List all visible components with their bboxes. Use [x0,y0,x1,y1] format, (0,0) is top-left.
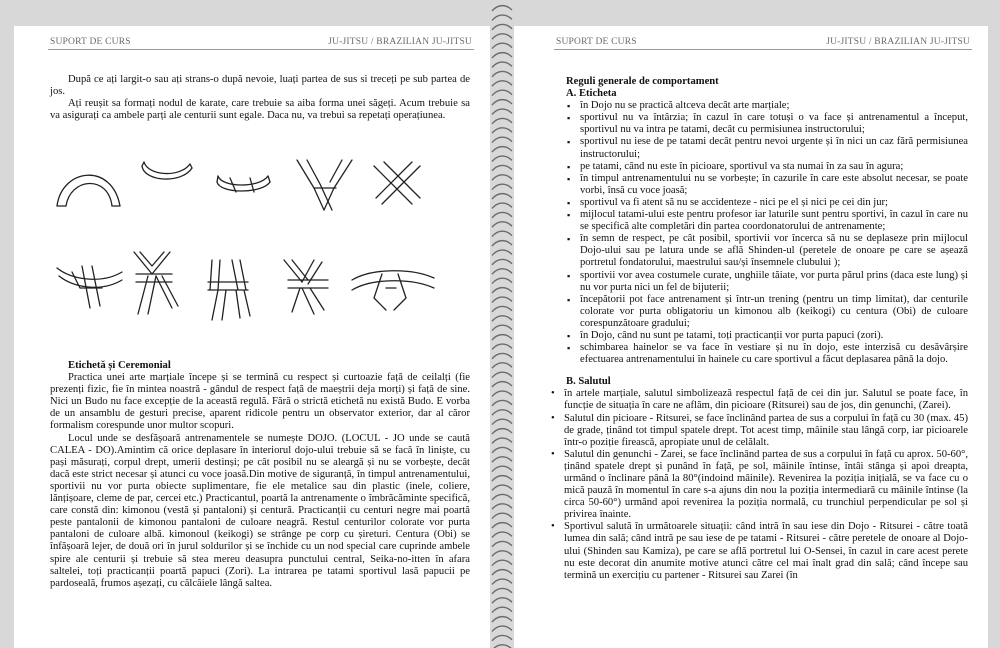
spiral-coil [492,306,512,311]
belt-step-5 [374,162,420,204]
list-item: ▪ în Dojo nu se practică altceva decât arte marțiale; [566,100,968,112]
spiral-coil [492,382,512,387]
spiral-coil [492,494,512,499]
rules-section [566,74,968,582]
spiral-coil [492,532,512,537]
spiral-coil [492,278,512,283]
belt-step-9 [284,260,328,314]
spiral-coil [492,147,512,152]
spiral-coil [492,175,512,180]
right-page [514,26,988,648]
list-item: • în artele marțiale, salutul simbolizează respectul față de cei din jur. Salutul se poate face, în funcție de situația în care ne aflăm, din picioare (Ritsurei) sau de jos, din genunchi, (Zarei). [550,388,968,412]
spiral-coil [492,128,512,133]
spiral-coil [492,457,512,462]
spiral-coil [492,165,512,170]
section-b-title: B. Salutul [566,376,611,388]
left-header-divider [48,49,474,50]
intro-paragraph-1: După ce ați largit-o sau ați strans-o după nevoie, luați partea de sus si treceți pe sub partea de jos. [50,74,470,98]
belt-step-2 [142,162,192,179]
spiral-coil [492,156,512,161]
list-item: ▪ mijlocul tatami-ului este pentru profesor iar laturile sunt pentru sportivi, în cazul în care nu se specifică alte completări din partea coordonatorului de antrenamente; [566,209,968,233]
spiral-coil [492,316,512,321]
spiral-coil [492,410,512,415]
etiquette-title: Etichetă și Ceremonial [68,360,171,371]
spiral-coil [492,297,512,302]
spiral-coil [492,325,512,330]
section-b-list [550,388,968,582]
left-header-course: SUPORT DE CURS [50,37,131,47]
spiral-coil [492,24,512,29]
spiral-coil [492,588,512,593]
right-header-title: JU-JITSU / BRAZILIAN JU-JITSU [826,37,970,47]
spiral-coil [492,259,512,264]
list-item: ▪ sportivul nu iese de pe tatami decât pentru nevoi urgente și în nici un caz fără permisiunea instructorului; [566,136,968,160]
spiral-coil [492,363,512,368]
list-item: ▪ sportivul nu va întârzia; în cazul în care totuși o va face și antrenamentul a început, sportivul nu va intra pe tatami, decât cu permisiunea instructorului; [566,112,968,136]
spiral-coil [492,194,512,199]
spiral-coil [492,391,512,396]
belt-step-3 [217,176,270,192]
spiral-coil [492,34,512,39]
spiral-coil [492,353,512,358]
rules-title: Reguli generale de comportament [566,76,719,87]
spiral-binding [490,0,514,648]
belt-step-1 [57,175,120,206]
spiral-coil [492,118,512,123]
list-item: • Sportivul salută în următoarele situații: când intră în sau iese din Dojo - Ritsurei - către toată lumea din sală; când intră pe sau iese de pe tatami - Ritsurei - către peretele de onoare al Dojo-ului (Shinden sau Kamiza), pe care se află portretul lui O-Sensei, în cazul in care acest perete nu este decorat din anumite motive atunci către cel mai înalt grad din sală; când începe sau termină un exercițiu cu partener - Ritsurei sau Zarei (în [550,521,968,581]
spiral-coil [492,6,512,11]
section-a-list [566,100,968,366]
list-item: • Salutul din genunchi - Zarei, se face înclinând partea de sus a corpului în față cu aprox. 50-60°, ținând spatele drept și punând în față, pe sol, mâinile întinse, întâi stânga și apoi dreapta, urmând o înclinare până la 80°(indoind mâinile). Revenirea la poziția inițială, se va face cu o mică pauză în momentul în care s-a ajuns din nou la poziția intermediară cu mâinile întinse (la circa 50-60°) urmând apoi revenirea la poziția normală, cu trunchiul perpendicular pe sol și privirea înainte. [550,449,968,522]
list-item: ▪ sportivii vor avea costumele curate, unghiile tăiate, vor purta părul prins (daca este lung) și nu vor purta nici un fel de bijuterii; [566,270,968,294]
etiquette-paragraph-1: Practica unei arte marțiale începe și se termină cu respect și curtoazie față de ceilalți (fie prezenți fizic, fie în mintea noastră - gândul de respect față de maeștrii deja morți) și față de sine. Nici un Budo nu face excepție de la această regulă. Fără o strictă etichetă nu există Budo. E vorba de un ansamblu de gesturi precise, aparent ridicole pentru un observator exterior, dar al căror formalism corespunde unor multor scopuri. [50,372,470,432]
list-item: • Salutul din picioare - Ritsurei, se face înclinând partea de sus a corpului în față cu 30 (max. 45) de grade, ținând tot timpul spatele drept. Tot acest timp, mâinile stau lângă corp, iar picioarele într-o poziție firească, apropiate unul de celălalt. [550,413,968,449]
intro-text [50,74,470,122]
list-item: ▪ în Dojo, când nu sunt pe tatami, toți practicanții vor purta papuci (zori). [566,330,968,342]
spiral-coil [492,570,512,575]
intro-paragraph-2: Ați reușit sa formați nodul de karate, care trebuie sa aiba forma unei săgeți. Acum trebuie sa va asigurați ca ambele parți ale centurii sunt egale. Daca nu, va trebui sa repetați operațiunea. [50,98,470,122]
spiral-coil [492,372,512,377]
right-header-divider [554,49,972,50]
spiral-coil [492,617,512,622]
spiral-coil [492,579,512,584]
left-page [14,26,490,648]
spiral-coil [492,250,512,255]
spiral-coil [492,598,512,603]
spiral-coil [492,212,512,217]
spiral-coil [492,541,512,546]
spiral-coil [492,476,512,481]
list-item: ▪ începătorii pot face antrenament și într-un trening (pentru un timp limitat), dar centurile colorate vor purta obligatoriu un kimonou alb (keikogi) cu centura (Obi) de culoare corespunzătoare gradului; [566,294,968,330]
spiral-coil [492,626,512,631]
belt-tying-illustration [52,148,442,358]
etiquette-section [50,358,470,590]
spiral-coil [492,231,512,236]
spiral-coil [492,551,512,556]
spiral-coil [492,560,512,565]
spiral-coil [492,137,512,142]
list-item: ▪ în semn de respect, pe cât posibil, sportivii vor încerca să nu se deplaseze prin mijlocul Dojo-ului sau pe latura unde se află Shinden-ul (peretele de onoare pe care se așează portretul fondatorului, maestrului sau/și însemnele clubului ); [566,233,968,269]
spiral-coil [492,335,512,340]
spiral-coil [492,109,512,114]
etiquette-paragraph-2: Locul unde se desfășoară antrenamentele se numește DOJO. (LOCUL - JO unde se caută CALEA - DO).Amintim că orice deplasare în interiorul dojo-ului trebuie să se facă în liniște, cu pași măsurați, corpul drept, umerii destinși; pe cât posibil nu se aleargă și nu se vorbește, decât dacă este strict necesar și atunci cu voce joasă.Din motive de siguranță, în timpul antrenamentului, sportivii nu vor purta obiecte suplimentare, fie ele metalice sau din plastic (inele, coliere, lănțișoare, cleme de par, cercei etc.) Practicantul, poartă la antrenamente o îmbrăcăminte specifică, care constă din: kimonou (vestă și pantaloni) și centură. Practicanții cu centuri negre mai poartă peste pantalonii de kimonou pantaloni de culoare neagră. Restul centurilor colorate vor purta pantaloni de culoare albă. kimonoul (keikogi) se strânge pe corp cu șireturi. Centura (Obi) se înfășoară lejer, de două ori în jurul soldurilor și se închide cu un nod special care cuprinde ambele spire ale centurii și trebuie să stea mereu deasupra punctului central, Seika-no-itten în afara saltelei, toți practicanții poartă papuci (Zori). La intrarea pe tatami sportivul lasă papucii pe pardoseală, frumos așezați, cu călcâiele lângă saltea. [50,432,470,589]
spiral-coil [492,607,512,612]
spiral-coil [492,241,512,246]
list-item: ▪ sportivul va fi atent să nu se accidenteze - nici pe el și nici pe cei din jur; [566,197,968,209]
spiral-coil [492,288,512,293]
spiral-coil [492,100,512,105]
spiral-coil [492,419,512,424]
belt-step-4 [297,160,352,210]
left-header-title: JU-JITSU / BRAZILIAN JU-JITSU [328,37,472,47]
spiral-coil [492,269,512,274]
spiral-coil [492,447,512,452]
spiral-coil [492,429,512,434]
spiral-coil [492,203,512,208]
spiral-coil [492,523,512,528]
spiral-coil [492,466,512,471]
spiral-coil [492,43,512,48]
spiral-coil [492,71,512,76]
list-item: ▪ schimbarea hainelor se va face în vestiare și nu în dojo, este interzisă cu desăvârșire efectuarea antrenamentului în hainele cu care sportivul a făcut deplasarea până la dojo. [566,342,968,366]
spiral-coil [492,62,512,67]
spiral-coil [492,504,512,509]
right-header-course: SUPORT DE CURS [556,37,637,47]
section-a-title: A. Eticheta [566,88,617,100]
list-item: ▪ pe tatami, când nu este în picioare, sportivul va sta numai în za sau în agura; [566,161,968,173]
spiral-coil [492,513,512,518]
belt-step-8 [208,260,250,320]
spiral-coil [492,400,512,405]
spiral-coil [492,222,512,227]
belt-step-10 [352,271,434,310]
spiral-coil [492,15,512,20]
spiral-coil [492,344,512,349]
belt-step-7 [134,252,178,314]
spiral-coil [492,53,512,58]
belt-step-6 [57,266,122,308]
spiral-coil [492,438,512,443]
spiral-coil [492,635,512,640]
spiral-coil [492,81,512,86]
spiral-coil [492,184,512,189]
spiral-coil [492,485,512,490]
list-item: ▪ în timpul antrenamentului nu se vorbește; în cazurile în care este absolut necesar, se poate vorbi, însă cu voce joasă; [566,173,968,197]
spiral-coil [492,90,512,95]
